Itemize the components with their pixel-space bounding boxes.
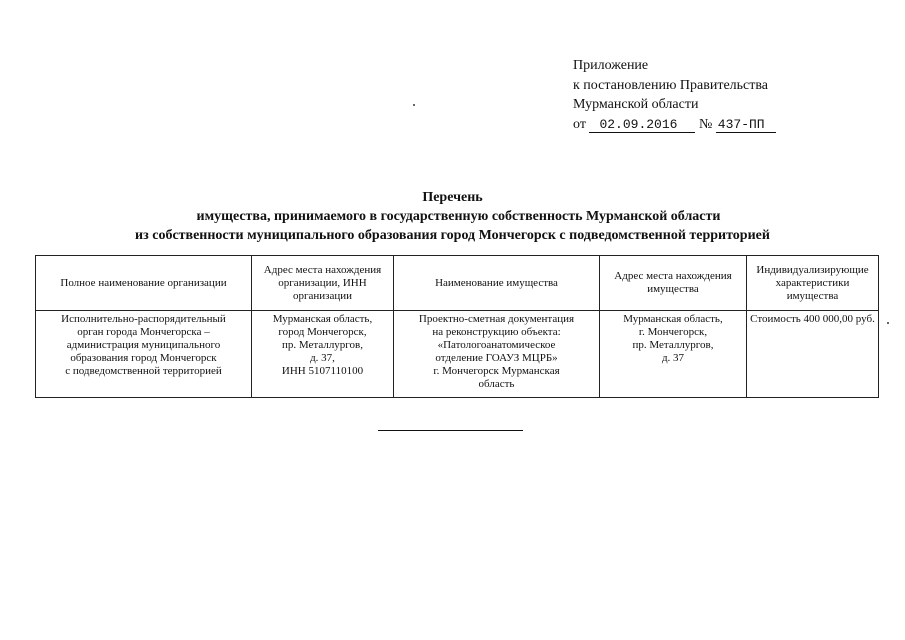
number-prefix: № xyxy=(698,116,713,132)
table-header-row xyxy=(36,256,879,311)
cell-line: ИНН 5107110100 xyxy=(281,365,364,377)
date-prefix: от xyxy=(573,116,586,132)
cell-line: «Патологоанатомическое xyxy=(437,339,556,351)
property-table xyxy=(35,255,879,398)
cell-line: пр. Металлургов, xyxy=(632,339,714,351)
cell-line: образования город Мончегорск xyxy=(70,352,217,364)
appendix-decree: к постановлению Правительства xyxy=(573,77,769,93)
cell-org-address xyxy=(252,311,394,398)
table-row xyxy=(36,311,879,398)
document-title: Перечень xyxy=(422,190,483,205)
cell-line: администрация муниципального xyxy=(66,339,221,351)
header-org-name: Полное наименование организации xyxy=(36,256,252,311)
cell-line: отделение ГОАУЗ МЦРБ» xyxy=(435,352,558,364)
decree-date: 02.09.2016 xyxy=(589,118,695,133)
cell-line: город Мончегорск, xyxy=(278,326,367,338)
document-subtitle-1: имущества, принимаемого в государственную собственность Мурманской области xyxy=(196,209,721,224)
header-property-name: Наименование имущества xyxy=(394,256,600,311)
appendix-date-number xyxy=(573,115,776,135)
appendix-region: Мурманской области xyxy=(573,97,699,112)
cell-line: на реконструкцию объекта: xyxy=(432,326,561,338)
cell-line: д. 37 xyxy=(661,352,685,364)
decree-number: 437-ПП xyxy=(716,118,776,133)
cell-property-name xyxy=(394,311,600,398)
cell-line: г. Мончегорск, xyxy=(638,326,708,338)
cell-line: с подведомственной территорией xyxy=(65,365,222,377)
cell-line: Мурманская область, xyxy=(623,313,723,325)
cell-line: Проектно-сметная документация xyxy=(418,313,575,325)
cell-line: г. Мончегорск Мурманская xyxy=(433,365,560,377)
appendix-title: Приложение xyxy=(573,58,649,73)
scan-speck xyxy=(413,104,415,106)
cell-line: д. 37, xyxy=(310,352,335,364)
document-subtitle-2: из собственности муниципального образования город Мончегорск с подведомственной территорией xyxy=(135,228,770,243)
header-property-address: Адрес места нахождения имущества xyxy=(600,256,747,311)
appendix-block xyxy=(573,56,776,134)
cell-line: Мурманская область, xyxy=(272,313,373,325)
cell-line: орган города Мончегорска – xyxy=(77,326,210,338)
cell-org-name xyxy=(36,311,252,398)
cell-line: Исполнительно-распорядительный xyxy=(61,313,226,325)
closing-rule xyxy=(378,430,523,431)
cell-line: область xyxy=(478,378,515,390)
cell-line: пр. Металлургов, xyxy=(282,339,363,351)
cell-property-address xyxy=(600,311,747,398)
cell-characteristics xyxy=(747,311,879,398)
header-characteristics: Индивидуализирующие характеристики имущества xyxy=(747,256,879,311)
cell-line: Стоимость 400 000,00 руб. xyxy=(750,313,875,325)
scan-speck xyxy=(887,322,889,324)
header-org-address: Адрес места нахождения организации, ИНН организации xyxy=(252,256,394,311)
